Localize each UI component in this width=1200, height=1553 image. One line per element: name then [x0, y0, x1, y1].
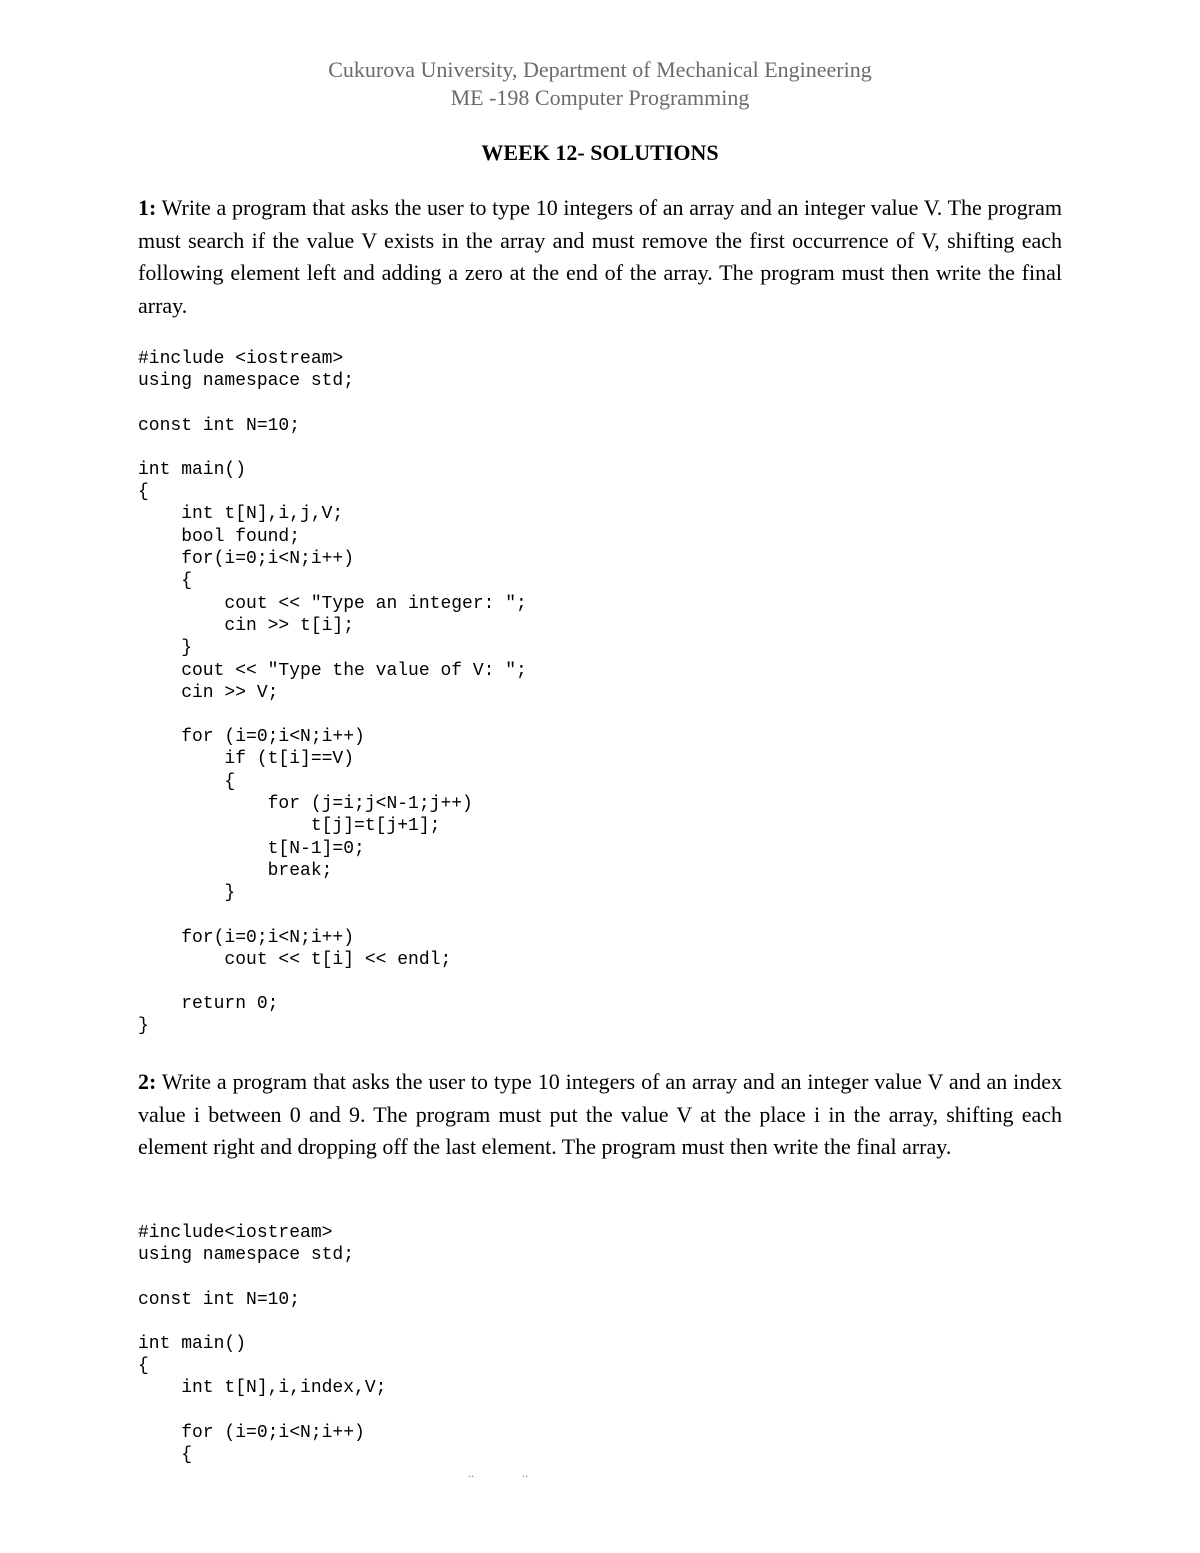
code-line: for(i=0;i<N;i++): [138, 927, 355, 948]
code-line: int t[N],i,j,V;: [138, 504, 344, 525]
code-line: {: [138, 1356, 149, 1377]
code-line: using namespace std;: [138, 1245, 355, 1266]
code-line: int main(): [138, 1333, 247, 1354]
code-line: int main(): [138, 459, 247, 480]
code-line: int t[N],i,index,V;: [138, 1378, 387, 1399]
code-line: }: [138, 883, 236, 904]
question-text: Write a program that asks the user to type 10 integers of an array and an integer value V. The program must search if the value V exists in the array and must remove the first occurrence of V, shifting each following element left and adding a zero at the end of the array. The program must then write the final array.: [138, 195, 1062, 318]
code-block-2: [138, 1222, 386, 1466]
code-line: break;: [138, 860, 333, 881]
code-line: for(i=0;i<N;i++): [138, 549, 355, 570]
code-line: {: [138, 482, 149, 503]
code-line: {: [138, 1445, 193, 1466]
code-blank-line: [138, 704, 527, 726]
code-line: bool found;: [138, 526, 301, 547]
code-line: for (j=i;j<N-1;j++): [138, 794, 473, 815]
code-blank-line: [138, 971, 527, 993]
code-line: if (t[i]==V): [138, 749, 355, 770]
code-line: cout << "Type the value of V: ";: [138, 660, 527, 681]
code-blank-line: [138, 1267, 386, 1289]
code-line: #include<iostream>: [138, 1223, 333, 1243]
question-2: [138, 1066, 1062, 1164]
footer-mark: ..: [468, 1466, 474, 1480]
code-line: }: [138, 638, 193, 659]
code-line: using namespace std;: [138, 371, 355, 392]
code-line: const int N=10;: [138, 1289, 301, 1310]
code-blank-line: [138, 905, 527, 927]
code-line: {: [138, 571, 193, 592]
code-line: for (i=0;i<N;i++): [138, 727, 365, 748]
code-line: cout << "Type an integer: ";: [138, 593, 527, 614]
code-blank-line: [138, 393, 527, 415]
question-number: 1:: [138, 195, 157, 220]
code-blank-line: [138, 1400, 386, 1422]
code-line: cout << t[i] << endl;: [138, 949, 452, 970]
code-line: #include <iostream>: [138, 349, 344, 369]
footer-mark: ..: [522, 1466, 528, 1480]
code-line: }: [138, 1016, 149, 1037]
code-line: cin >> t[i];: [138, 615, 355, 636]
code-blank-line: [138, 1311, 386, 1333]
code-line: return 0;: [138, 994, 279, 1015]
code-blank-line: [138, 437, 527, 459]
header-university: Cukurova University, Department of Mechanical Engineering: [328, 57, 872, 82]
header-course: ME -198 Computer Programming: [450, 85, 750, 110]
page-title: WEEK 12- SOLUTIONS: [481, 140, 719, 165]
code-block-1: [138, 348, 527, 1038]
question-text: Write a program that asks the user to type 10 integers of an array and an integer value V and an index value i between 0 and 9. The program must put the value V at the place i in the array, shifting each element right and dropping off the last element. The program must then write the final array.: [138, 1069, 1062, 1159]
code-line: {: [138, 771, 236, 792]
code-line: t[N-1]=0;: [138, 838, 365, 859]
document-header: [0, 56, 1200, 112]
question-number: 2:: [138, 1069, 157, 1094]
code-line: const int N=10;: [138, 415, 301, 436]
code-line: for (i=0;i<N;i++): [138, 1422, 365, 1443]
code-line: cin >> V;: [138, 682, 279, 703]
question-1: [138, 192, 1062, 322]
code-line: t[j]=t[j+1];: [138, 816, 441, 837]
